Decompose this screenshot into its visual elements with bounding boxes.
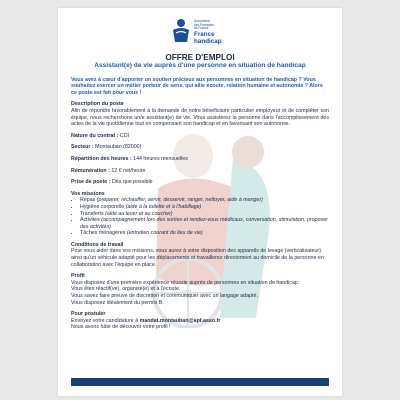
list-item: • Tâches ménagères (entretien courant du lieu de vie) — [80, 230, 329, 237]
apply-line: Envoyez votre candidature à mandat.montauban@apf.asso.fr — [71, 317, 221, 324]
pay-field: Rémunération : 12 € net/heure — [71, 167, 146, 174]
job-offer-document — [58, 8, 342, 396]
profile-line: Vous disposez d'une première expérience réussie auprès de personnes en situation de handicap. — [71, 279, 300, 286]
profile-line: Vous êtes réactif(ve), organisé(e) et à l'écoute. — [71, 286, 181, 293]
apply-email-link[interactable]: mandat.montauban@apf.asso.fr — [139, 317, 221, 324]
list-item: • Hygiène corporelle (aide à la toilette et à l'habillage) — [80, 204, 329, 211]
apf-france-handicap-logo — [170, 17, 234, 47]
hours-field: Répartition des heures : 144 heures mensuelles — [71, 155, 188, 162]
logo-text: Association des Paralysés de France France handicap — [194, 19, 222, 45]
list-item: • Repas (préparer, réchauffer, servir, desservir, ranger, nettoyer, aide à manger) — [80, 197, 329, 204]
footer-bar — [71, 378, 329, 386]
logo-mark-icon — [170, 17, 192, 43]
description-text: Afin de répondre favorablement à la demande de notre bénéficiaire particulier employeur et de compléter son équipe, nous recherchons un/e assistant(e) de vie. Vous assisterez la personne dans l'accomplissement des actes de la vie quotidienne tout en compensant son handicap et en favorisant son autonomie. — [71, 107, 329, 128]
list-item: • Transferts (aide au lever et au coucher) — [80, 211, 329, 218]
profile-heading: Profil — [71, 273, 85, 280]
sector-field: Secteur : Montauban (82000) — [71, 144, 142, 151]
list-item: • Activités (accompagnement lors des sorties et rendez-vous médicaux, conversation, stimulation, proposer des activités) — [80, 217, 329, 230]
page-title: OFFRE D'EMPLOI — [165, 53, 235, 62]
start-field: Prise de poste : Dès que possible — [71, 179, 153, 186]
conditions-heading: Conditions de travail — [71, 241, 124, 248]
document-body — [71, 53, 329, 331]
profile-line: Vous disposez idéalement du permis B. — [71, 299, 164, 306]
conditions-text: Pour vous aider dans vos missions, vous aurez à votre disposition des appareils de levage (verticalisateur) ainsi qu'un véhicule adapté pour les déplacements et travaillerez directement au domicile de la personne en collaboration avec l'équipe en place. — [71, 248, 324, 268]
apply-closing: Nous avons hâte de découvrir votre profil ! — [71, 324, 171, 331]
profile-line: Vous savez faire preuve de discrétion et communiquer avec un langage adapté. — [71, 293, 258, 300]
missions-list — [71, 197, 329, 237]
apply-heading: Pour postuler — [71, 311, 106, 318]
intro-text: Vous avez à cœur d'apporter un soutien précieux aux personnes en situation de handicap ? Vous souhaitez exercer un métier porteur de sens, qui allie écoute, relation humaine et autonomie ? Alors ce poste est fait pour vous ! — [71, 76, 323, 96]
contract-field: Nature du contrat : CDI — [71, 132, 129, 139]
missions-heading: Vos missions — [71, 190, 105, 197]
description-heading: Description du poste — [71, 101, 124, 108]
job-subtitle: Assistant(e) de vie auprès d'une personne en situation de handicap — [94, 62, 306, 69]
profile-lines — [71, 280, 329, 306]
